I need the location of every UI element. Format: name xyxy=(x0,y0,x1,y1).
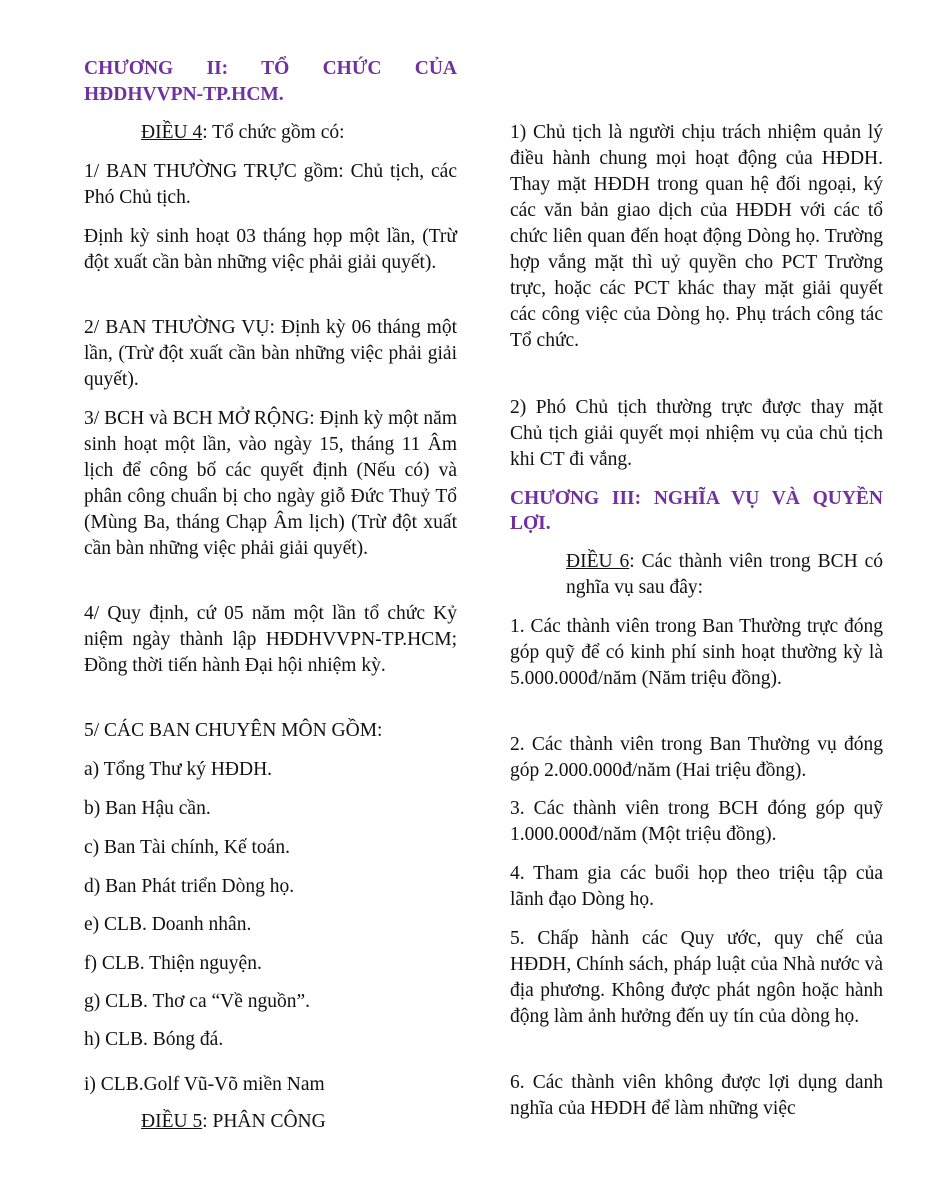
paragraph-vice-chairman-duties: 2) Phó Chủ tịch thường trực được thay mặt Chủ tịch giải quyết mọi nhiệm vụ của chủ tịch khi CT đi vắng. xyxy=(510,397,883,470)
paragraph-obligation-3: 3. Các thành viên trong BCH đóng góp quỹ 1.000.000đ/năm (Một triệu đồng). xyxy=(510,798,883,845)
article-4-text: : Tổ chức gồm có: xyxy=(202,122,345,143)
article-6-label: ĐIỀU 6 xyxy=(566,551,630,572)
list-item: g) CLB. Thơ ca “Về nguồn”. xyxy=(84,991,311,1012)
article-5-heading xyxy=(84,1109,457,1135)
article-4-heading xyxy=(84,120,457,146)
chapter-2-title-line-2: HĐDHVVPN-TP.HCM. xyxy=(84,84,284,105)
article-5-label: ĐIỀU 5 xyxy=(141,1111,203,1132)
paragraph-obligation-4: 4. Tham gia các buổi họp theo triệu tập của lãnh đạo Dòng họ. xyxy=(510,863,883,910)
paragraph-meeting-schedule: Định kỳ sinh hoạt 03 tháng họp một lần, (Trừ đột xuất cần bàn những việc phải giải quyết). xyxy=(84,226,457,273)
paragraph-executive-board: 2/ BAN THƯỜNG VỤ: Định kỳ 06 tháng một lần, (Trừ đột xuất cần bàn những việc phải giải quyết). xyxy=(84,317,457,390)
chapter-3-title-line-2: LỢI. xyxy=(510,513,551,534)
list-item: a) Tổng Thư ký HĐDH. xyxy=(84,759,273,780)
paragraph-obligation-6: 6. Các thành viên không được lợi dụng danh nghĩa của HĐDH để làm những việc xyxy=(510,1072,883,1119)
paragraph-obligation-5: 5. Chấp hành các Quy ước, quy chế của HĐDH, Chính sách, pháp luật của Nhà nước và địa phương. Không được phát ngôn hoặc hành động làm ảnh hưởng đến uy tín của dòng họ. xyxy=(510,928,883,1027)
list-item: f) CLB. Thiện nguyện. xyxy=(84,953,262,974)
list-item: c) Ban Tài chính, Kế toán. xyxy=(84,837,290,858)
paragraph-departments-heading: 5/ CÁC BAN CHUYÊN MÔN GỒM: xyxy=(84,720,383,741)
list-item: h) CLB. Bóng đá. xyxy=(84,1029,224,1050)
article-5-text: : PHÂN CÔNG xyxy=(202,1111,326,1132)
list-item: i) CLB.Golf Vũ-Võ miền Nam xyxy=(84,1074,325,1095)
paragraph-expanded-bch: 3/ BCH và BCH MỞ RỘNG: Định kỳ một năm sinh hoạt một lần, vào ngày 15, tháng 11 Âm lịch để công bố các quyết định (Nếu có) và phân công chuẩn bị cho ngày giỗ Đức Thuỷ Tổ (Mùng Ba, tháng Chạp Âm lịch) (Trừ đột xuất cần bàn những việc phải giải quyết). xyxy=(84,408,457,559)
article-6-text: : Các thành viên trong BCH có nghĩa vụ sau đây: xyxy=(566,551,883,598)
list-item: b) Ban Hậu cần. xyxy=(84,798,211,819)
article-6-heading xyxy=(510,549,883,601)
article-4-label: ĐIỀU 4 xyxy=(141,122,203,143)
paragraph-standing-committee: 1/ BAN THƯỜNG TRỰC gồm: Chủ tịch, các Phó Chủ tịch. xyxy=(84,161,457,208)
list-item: e) CLB. Doanh nhân. xyxy=(84,914,252,935)
paragraph-obligation-2: 2. Các thành viên trong Ban Thường vụ đóng góp 2.000.000đ/năm (Hai triệu đồng). xyxy=(510,734,883,781)
paragraph-anniversary: 4/ Quy định, cứ 05 năm một lần tổ chức Kỷ niệm ngày thành lập HĐDHVVPN-TP.HCM; Đồng thời tiến hành Đại hội nhiệm kỳ. xyxy=(84,603,457,676)
paragraph-obligation-1: 1. Các thành viên trong Ban Thường trực đóng góp quỹ để có kinh phí sinh hoạt thường kỳ là 5.000.000đ/năm (Năm triệu đồng). xyxy=(510,616,883,689)
chapter-3-title-line-1: CHƯƠNG III: NGHĨA VỤ VÀ QUYỀN xyxy=(510,488,883,509)
chapter-2-title-line-1: CHƯƠNG II: TỔ CHỨC CỦA xyxy=(84,58,457,79)
list-item: d) Ban Phát triển Dòng họ. xyxy=(84,876,295,897)
paragraph-chairman-duties: 1) Chủ tịch là người chịu trách nhiệm quản lý điều hành chung mọi hoạt động của HĐDH. Thay mặt HĐDH trong quan hệ đối ngoại, ký các văn bản giao dịch của HĐDH với các tổ chức liên quan đến hoạt động Dòng họ. Trường hợp vắng mặt thì uỷ quyền cho PCT Trường trực, hoặc các PCT khác thay mặt giải quyết các công việc của Dòng họ. Phụ trách công tác Tổ chức. xyxy=(510,122,883,351)
